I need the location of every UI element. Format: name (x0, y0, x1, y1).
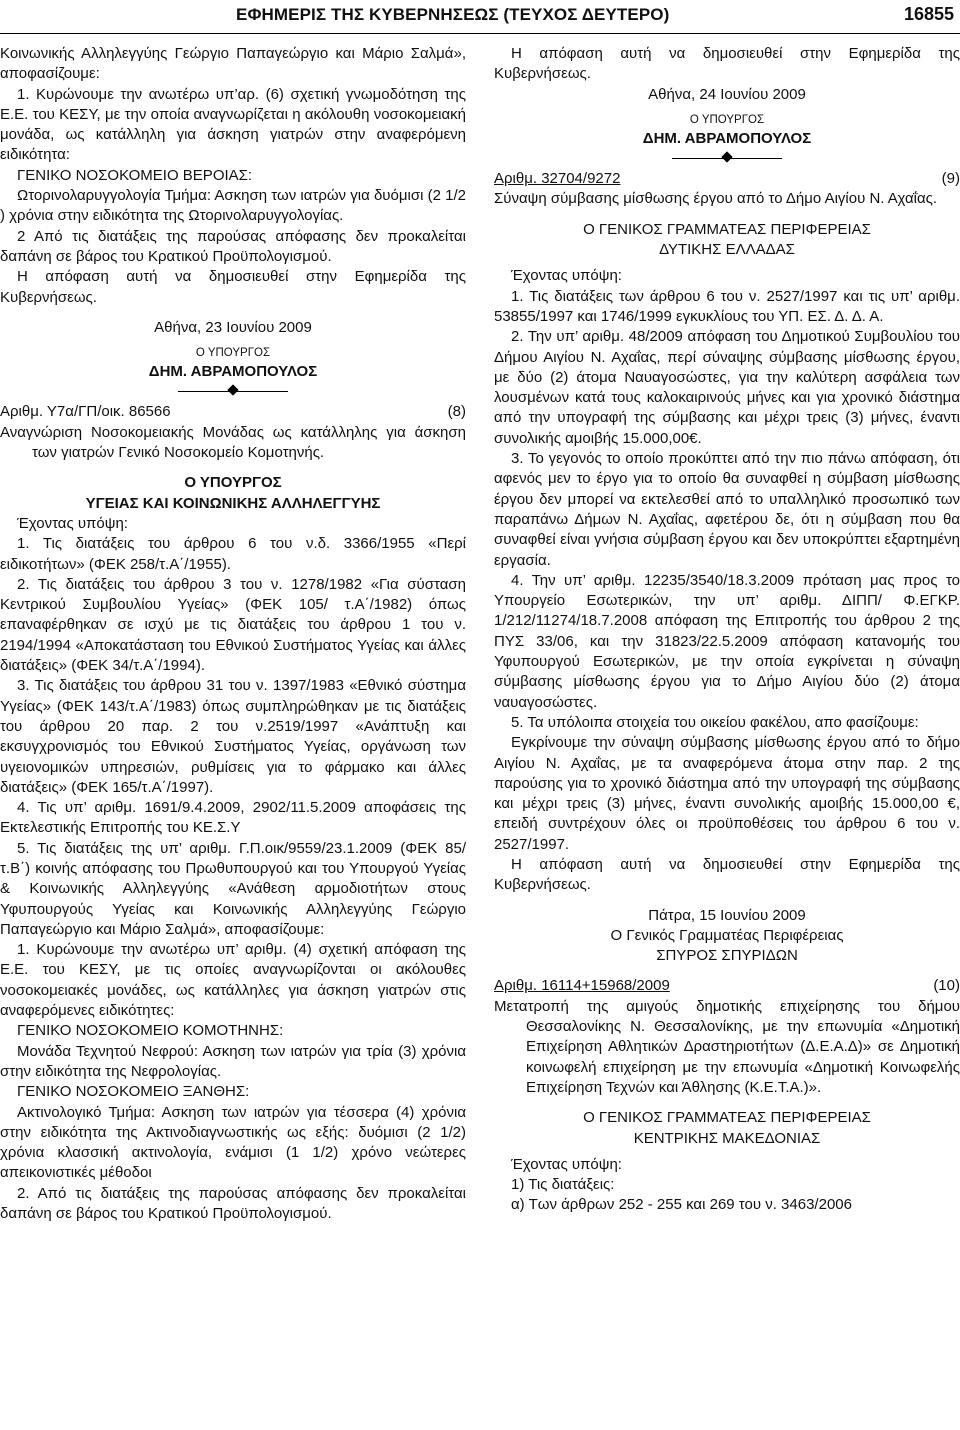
authority-title: ΚΕΝΤΡΙΚΗΣ ΜΑΚΕΔΟΝΙΑΣ (633, 1129, 821, 1147)
decision-title: Μετατροπή της αμιγούς δημοτικής επιχείρησης του δήμου Θεσσαλονίκης Ν. Θεσσαλονίκης, με την επωνυμία «Δημοτική Επιχείρηση Αθλητικών Δραστηριοτήτων (Δ.Ε.Α.Δ)» σε Δημοτική κοινωφελή επιχείρηση με την επωνυμία «Δημοτική Κοινωφελής Επιχείρηση Τεχνών και Άθλησης (Κ.Ε.Τ.Α.)». (494, 997, 960, 1096)
paragraph: 3. Το γεγονός το οποίο προκύπτει από την πιο πάνω απόφαση, ότι αφενός μεν το έργο για το οποίο θα συναφθεί η σύμβαση μίσθωσης έργου δεν μπορεί να εκτελεσθεί από το υπαλληλικό προσωπικό των παραπάνω Δήμων Ν. Αχαΐας, αφετέρου δε, ότι η σύμβαση που θα συναφθεί είναι γνήσια σύμβαση έργου και δεν υποκρύπτει εξαρτημένη εργασία. (494, 450, 960, 569)
having-regard: Έχοντας υπόψη: (511, 267, 622, 285)
paragraph: Η απόφαση αυτή να δημοσιευθεί στην Εφημερίδα της Κυβερνήσεως. (494, 45, 960, 83)
signer-name: ΔΗΜ. ΑΒΡΑΜΟΠΟΥΛΟΣ (148, 363, 318, 381)
signer-role: Ο Γενικός Γραμματέας Περιφέρειας (610, 926, 844, 944)
paragraph: 1. Κυρώνουμε την ανωτέρω υπ’αρ. (6) σχετική γνωμοδότηση της Ε.Ε. του ΚΕΣΥ, με την οποία αναγνωρίζεται η ακόλουθη νοσοκομειακή μονάδα, ως κατάλληλη για άσκηση γιατρών στην αναφερόμενη ειδικότητα: (0, 85, 466, 164)
section-separator (178, 384, 288, 398)
paragraph: Κοινωνικής Αλληλεγγύης Γεώργιο Παπαγεώργιο και Μάριο Σαλμά», αποφασίζουμε: (0, 45, 466, 83)
signer-name: ΔΗΜ. ΑΒΡΑΜΟΠΟΥΛΟΣ (642, 129, 812, 147)
signer-role: Ο ΥΠΟΥΡΓΟΣ (195, 347, 271, 360)
decision-number-line (494, 976, 960, 996)
paragraph: 1. Τις διατάξεις του άρθρου 6 του ν.δ. 3366/1955 «Περί ειδικοτήτων» (ΦΕΚ 258/τ.Α΄/1955). (0, 535, 466, 573)
decision-number-line (0, 402, 466, 422)
paragraph: 5. Τα υπόλοιπα στοιχεία του οικείου φακέλου, απο φασίζουμε: (511, 713, 919, 731)
paragraph: Η απόφαση αυτή να δημοσιευθεί στην Εφημερίδα της Κυβερνήσεως. (494, 855, 960, 894)
paragraph: Ακτινολογικό Τμήμα: Ασκηση των ιατρών για τέσσερα (4) χρόνια στην ειδικότητα της Ακτινοδιαγνωστικής ως εξής: δυόμισι (2 1/2) χρόνια κλασσική ακτινολογία, ενάμισι (1 1/2) χρόνο νεώτερες απεικονιστικές μέθοδοι (0, 1103, 466, 1182)
paragraph: 1. Κυρώνουμε την ανωτέρω υπ’ αριθμ. (4) σχετική απόφαση της Ε.Ε. του ΚΕΣΥ, με τις οποίες αναγνωρίζονται οι ακόλουθες νοσοκομειακές μονάδες, ως κατάλληλες για άσκηση γιατρών στις αναφερόμενες ειδικότητες: (0, 941, 466, 1020)
authority-title: Ο ΥΠΟΥΡΓΟΣ (184, 474, 282, 492)
decision-title: Αναγνώριση Νοσοκομειακής Μονάδας ως κατάλληλης για άσκηση των γιατρών Γενικό Νοσοκομείο Κομοτηνής. (0, 423, 466, 462)
place-date: Αθήνα, 23 Ιουνίου 2009 (154, 318, 312, 336)
decision-ref: Αριθμ. Υ7α/ΓΠ/οικ. 86566 (0, 403, 171, 421)
gazette-title: ΕΦΗΜΕΡΙΣ ΤΗΣ ΚΥΒΕΡΝΗΣΕΩΣ (ΤΕΥΧΟΣ ΔΕΥΤΕΡΟ) (236, 5, 670, 24)
authority-title: Ο ΓΕΝΙΚΟΣ ΓΡΑΜΜΑΤΕΑΣ ΠΕΡΙΦΕΡΕΙΑΣ (583, 1109, 871, 1127)
paragraph: ΓΕΝΙΚΟ ΝΟΣΟΚΟΜΕΙΟ ΚΟΜΟΤΗΝΗΣ: (17, 1022, 284, 1040)
paragraph: 4. Τις υπ’ αριθμ. 1691/9.4.2009, 2902/11.5.2009 αποφάσεις της Εκτελεστικής Επιτροπής του ΚΕ.Σ.Υ (0, 799, 466, 837)
page-number: 16855 (903, 4, 954, 24)
paragraph: 2 Από τις διατάξεις της παρούσας απόφασης δεν προκαλείται δαπάνη σε βάρος του Κρατικού Προϋπολογισμού. (0, 227, 466, 265)
decision-ref: Αριθμ. 32704/9272 (494, 170, 621, 188)
place-date: Πάτρα, 15 Ιουνίου 2009 (648, 906, 806, 924)
decision-index: (9) (941, 170, 960, 188)
page-header (0, 0, 960, 34)
having-regard: Έχοντας υπόψη: (511, 1155, 622, 1173)
paragraph: Μονάδα Τεχνητού Νεφρού: Ασκηση των ιατρών για τρία (3) χρόνια στην ειδικότητα της Νεφρολογίας. (0, 1042, 466, 1080)
paragraph: 2. Από τις διατάξεις της παρούσας απόφασης δεν προκαλείται δαπάνη σε βάρος του Κρατικού Προϋπολογισμού. (0, 1184, 466, 1223)
decision-title: Σύναψη σύμβασης μίσθωσης έργου από το Δήμο Αιγίου Ν. Αχαΐας. (494, 190, 938, 208)
paragraph: 2. Την υπ’ αριθμ. 48/2009 απόφαση του Δημοτικού Συμβουλίου του Δήμου Αιγίου Ν. Αχαΐας, περί σύναψης σύμβασης μίσθωσης έργου, με δύο (2) άτομα Ναυαγοσώστες, για την καλύτερη ασφάλεια των λουσμένων κατά τους καλοκαιρινούς μήνες και για χρονικό διάστημα από την υπογραφή της σύμβασης και μέχρι τρεις (3) μήνες, έναντι συνολικής αμοιβής 15.000,00€. (494, 328, 960, 447)
paragraph: 2. Τις διατάξεις του άρθρου 3 του ν. 1278/1982 «Για σύσταση Κεντρικού Συμβουλίου Υγείας» (ΦΕΚ 105/ τ.Α΄/1982) όπως επαναφέρθηκαν σε ισχύ με τις διατάξεις του άρθρου 1 του ν. 2194/1994 «Αποκατάσταση του Εθνικού Συστήματος Υγείας και άλλες διατάξεις» (ΦΕΚ 34/τ.Α΄/1994). (0, 575, 466, 675)
authority-title: Ο ΓΕΝΙΚΟΣ ΓΡΑΜΜΑΤΕΑΣ ΠΕΡΙΦΕΡΕΙΑΣ (583, 220, 871, 238)
paragraph: 1. Τις διατάξεις των άρθρου 6 του ν. 2527/1997 και τις υπ’ αριθμ. 53855/1997 και 1746/1999 εγκυκλίους του ΥΠ. ΕΣ. Δ. Δ. Α. (494, 287, 960, 325)
having-regard: Έχοντας υπόψη: (17, 514, 128, 532)
left-column (0, 44, 466, 1224)
paragraph: Ωτορινολαρυγγολογία Τμήμα: Ασκηση των ιατρών για δυόμισι (2 1/2 ) χρόνια στην ειδικότητα της Ωτορινολαρυγγολογίας. (0, 187, 466, 225)
paragraph: Εγκρίνουμε την σύναψη σύμβασης μίσθωσης έργου από το δήμο Αιγίου Ν. Αχαΐας, με τα αναφερόμενα άτομα στην παρ. 2 της παρούσης για το χρονικό διάστημα από την υπογραφή της σύμβασης και μέχρι τρεις (3) μήνες, έναντι συνολικής αμοιβής 15.000,00 €, επειδή συντρέχουν όλες οι προϋποθέσεις του άρθρου 6 του ν. 2527/1997. (494, 734, 960, 853)
paragraph: 1) Τις διατάξεις: (511, 1176, 615, 1194)
paragraph: ΓΕΝΙΚΟ ΝΟΣΟΚΟΜΕΙΟ ΞΑΝΘΗΣ: (17, 1083, 250, 1101)
place-date: Αθήνα, 24 Ιουνίου 2009 (648, 85, 806, 103)
signer-role: Ο ΥΠΟΥΡΓΟΣ (689, 113, 765, 126)
authority-title: ΥΓΕΙΑΣ ΚΑΙ ΚΟΙΝΩΝΙΚΗΣ ΑΛΛΗΛΕΓΓΥΗΣ (85, 494, 381, 512)
decision-number-line (494, 169, 960, 189)
decision-ref: Αριθμ. 16114+15968/2009 (494, 977, 670, 995)
paragraph: 4. Την υπ’ αριθμ. 12235/3540/18.3.2009 πρόταση μας προς το Υπουργείο Εσωτερικών, την υπ’ αριθμ. ΔΙΠΠ/ Φ.ΕΓΚΡ. 1/212/11274/18.7.2008 απόφαση της Επιτροπής του άρθρου 2 της ΠΥΣ 33/06, και την 31823/22.5.2009 απόφαση κατανομής του Υφυπουργού Εσωτερικών, με την οποία εγκρίνεται η σύναψη σύμβασης μίσθωσης έργου για το Δήμο Αιγίου δύο (2) άτομα ναυαγοσώστες. (494, 571, 960, 711)
decision-index: (10) (933, 977, 960, 995)
authority-title: ΔΥΤΙΚΗΣ ΕΛΛΑΔΑΣ (659, 241, 795, 259)
paragraph: Η απόφαση αυτή να δημοσιευθεί στην Εφημερίδα της Κυβερνήσεως. (0, 268, 466, 306)
diamond-icon (227, 385, 238, 396)
signer-name: ΣΠΥΡΟΣ ΣΠΥΡΙΔΩΝ (656, 947, 798, 965)
decision-index: (8) (447, 403, 466, 421)
section-separator (672, 151, 782, 165)
paragraph: ΓΕΝΙΚΟ ΝΟΣΟΚΟΜΕΙΟ ΒΕΡΟΙΑΣ: (17, 166, 253, 184)
paragraph: α) Των άρθρων 252 - 255 και 269 του ν. 3463/2006 (511, 1196, 852, 1214)
paragraph: 5. Τις διατάξεις της υπ’ αριθμ. Γ.Π.οικ/9559/23.1.2009 (ΦΕΚ 85/τ.Β΄) κοινής απόφασης του Πρωθυπουργού και του Υπουργού Υγείας & Κοινωνικής Αλληλεγγύης «Ανάθεση αρμοδιοτήτων στους Υφυπουργούς Υγείας και Κοινωνικής Αλληλεγγύης Γεώργιο Παπαγεώργιο και Μάριο Σαλμά», αποφασίζουμε: (0, 839, 466, 938)
paragraph: 3. Τις διατάξεις του άρθρου 31 του ν. 1397/1983 «Εθνικό σύστημα Υγείας» (ΦΕΚ 143/τ.Α΄/1983) όπως συμπληρώθηκαν με τις διατάξεις του άρθρου 20 παρ. 2 του ν.2519/1997 «Ανάπτυξη και εκσυγχρονισμός του Εθνικού Συστήματος Υγείας, οργάνωση των υγειονομικών υπηρεσιών, ρυθμίσεις για το φάρμακο και άλλες διατάξεις» (ΦΕΚ 165/τ.Α΄/1997). (0, 677, 466, 796)
diamond-icon (721, 152, 732, 163)
right-column (494, 44, 960, 1216)
